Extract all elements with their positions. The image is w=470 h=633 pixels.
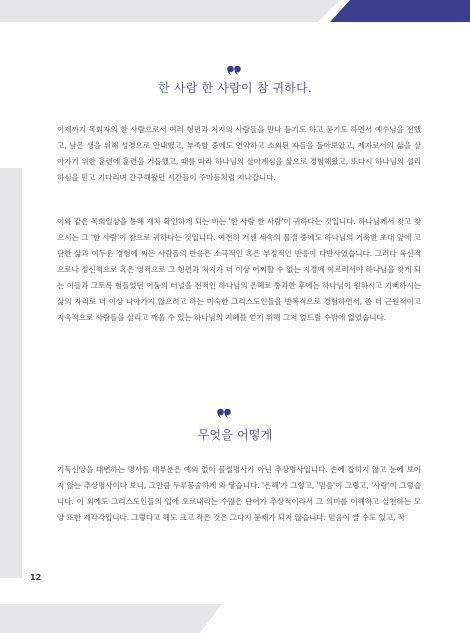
quote-marks-icon — [217, 408, 231, 418]
section2-paragraph-1: 기독신앙을 대변하는 명사들 대부분은 예외 없이 물질명사가 아닌 추상명사입니다. 손에 잡히지 않고 눈에 보이지 않는 추상명사이다 보니, 그만큼 두루뭉술하게 와 닿습니다. '은혜'가 그렇고, '믿음'이 그렇고, '사랑'이 그렇습니다. 이 외에도 그리스도인들의 입에 오르내리는 수많은 단어가 추상적이라서 그 의미를 이해하고 실천하는 모양 또한 제각각입니다. 그렇다고 해도 크고 작은 것은 그다지 문제가 되지 않습니다. 믿음이 클 수도 있고, 작 — [57, 465, 421, 522]
bottom-band-gray — [0, 604, 222, 633]
quote-marks-icon — [227, 65, 241, 75]
section1-paragraph-1: 이제까지 목회자의 한 사람으로서 여러 형편과 처지의 사람들을 만나 듣기도 하고 묻기도 하면서 예수님을 전했고, 남은 생을 위해 성경으로 안내했고, 부족함 중에도 연약하고 소외된 자들을 돌아보았고, 제자로서의 삶을 살아가기 위한 훈련에 훈련을 거듭했고, 때를 따라 하나님의 살아계심을 삶으로 경험해왔고, 또다시 하나님의 섭리하심을 믿고 기다리며 간구해왔던 시간들이 주마등처럼 지나갑니다. — [57, 125, 421, 182]
section-heading-2: 무엇을 어떻게 — [197, 428, 273, 442]
page-number: 12 — [30, 573, 42, 582]
side-decorative-band — [0, 168, 22, 578]
section-heading-1: 한 사람 한 사람이 참 귀하다. — [158, 81, 312, 95]
top-band-accent — [330, 0, 470, 22]
section1-paragraph-2: 이와 같은 목회일상을 통해 재차 확인하게 되는 바는 '한 사람 한 사람'이 귀하다는 것입니다. 하나님께서 찾고 찾으시는 그 '한 사람'이 참으로 귀하다는 것입니다. 여전히 거센 세속의 물결 중에도 하나님의 거룩한 초대 앞에 고단한 삶과 여두운 경험에 찌든 사람들의 반응은 소극적인 혹은 부정적인 반응이 다반사였습니다. 그러다 육신적으로나 정신적으로 혹은 영적으로 그 형편과 처지가 더 이상 어찌할 수 없는 지경에 이르러서야 하나님을 찾게 되는 이들과 그토록 힘들었던 어둠의 터널을 전적인 하나님의 은혜로 통과한 후에는 하나님이 원하시고 기뻐하시는 삶의 자리로 더 이상 나아가지 않으려고 하는 미숙한 그리스도인들을 반복적으로 경험하면서, 좀 더 근원적이고 지속적으로 사람들을 살리고 깨울 수 있는 하나님의 지혜를 얻기 위해 그저 엎드릴 수밖에 없었습니다. — [57, 217, 421, 322]
bottom-decorative-band — [0, 604, 470, 633]
top-decorative-band — [0, 0, 470, 22]
side-band-shape — [0, 168, 22, 578]
top-band-gray — [0, 0, 340, 22]
